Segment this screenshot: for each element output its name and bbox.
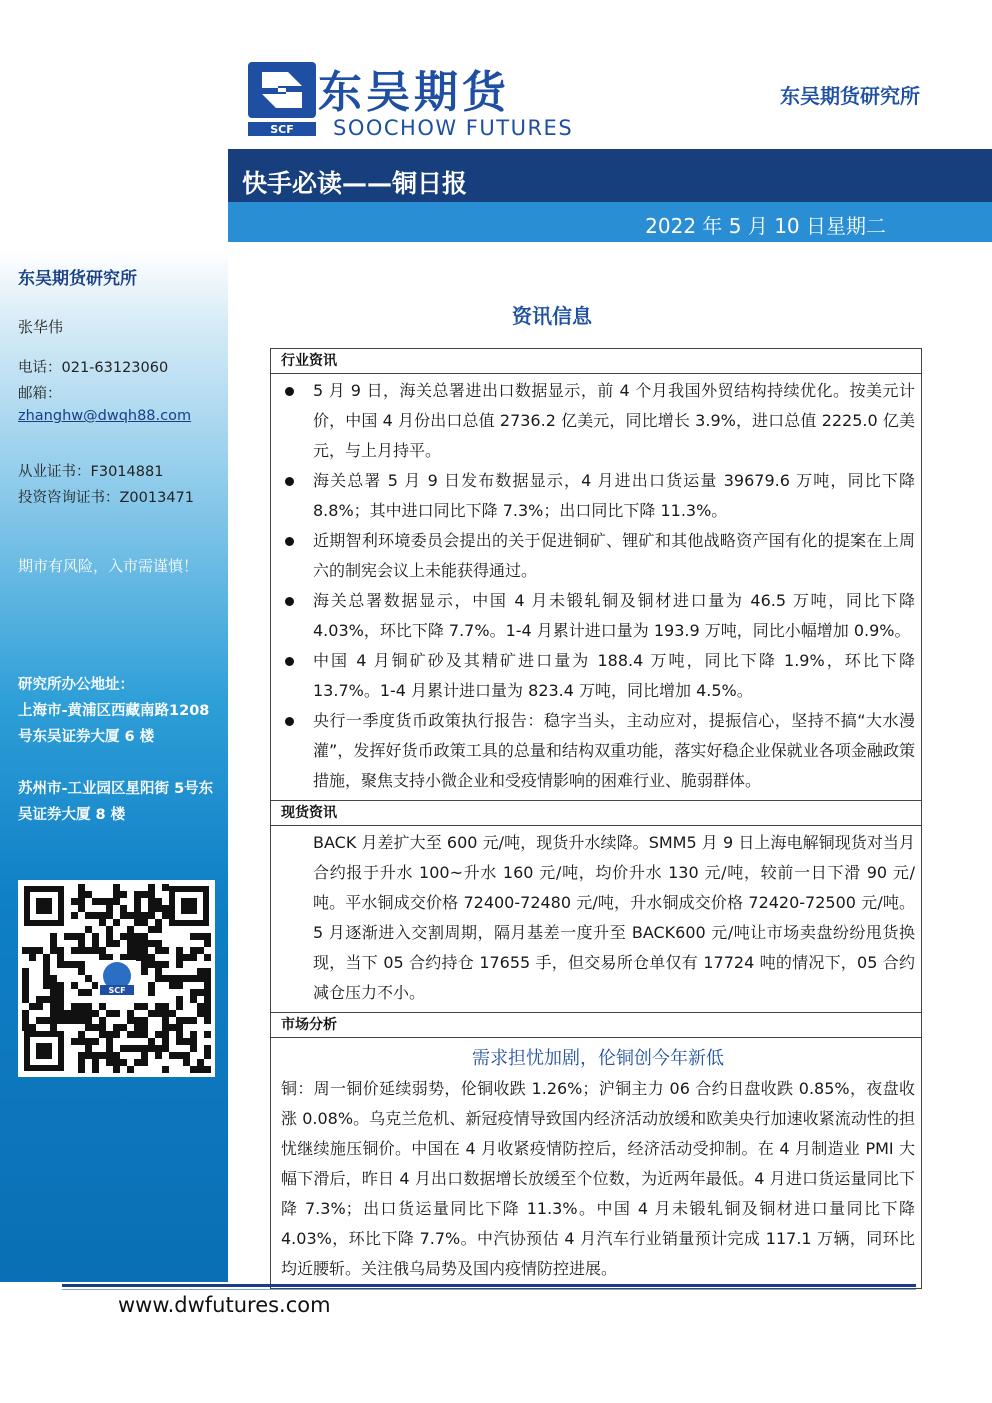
section-title: 资讯信息: [512, 304, 592, 328]
analyst-name: 张华伟: [18, 318, 64, 336]
report-title: 快手必读——铜日报: [242, 169, 468, 198]
header-institute: 东吴期货研究所: [780, 84, 920, 108]
list-item: 海关总署 5 月 9 日发布数据显示，4 月进出口货运量 39679.6 万吨，同比下降 8.8%；其中进口同比下降 7.3%；出口同比下降 11.3%。: [281, 466, 915, 526]
list-item: 海关总署数据显示，中国 4 月未锻轧铜及铜材进口量为 46.5 万吨，同比下降 4.03%，环比下降 7.7%。1-4 月累计进口量为 193.9 万吨，同比小幅增加 0.9%。: [281, 586, 915, 646]
footer-rule-thin: [62, 1289, 916, 1290]
email-link[interactable]: zhanghw@dwqh88.com: [18, 408, 192, 424]
address-title: 研究所办公地址：: [18, 677, 134, 693]
spot-news-text: BACK 月差扩大至 600 元/吨，现货升水续降。SMM5 月 9 日上海电解铜现货对当月合约报于升水 100~升水 160 元/吨，均价升水 130 元/吨，较前一日下滑 90 元/吨。平水铜成交价格 72400-72480 元/吨，升水铜成交价格 72420-72500 元/吨。5 月逐渐进入交割周期，隔月基差一度升至 BACK600 元/吨让市场卖盘纷纷甩货换现，当下 05 合约持仓 17655 手，但交易所仓单仅有 17724 吨的情况下，05 合约减仓压力不小。: [313, 833, 915, 1002]
list-item: 央行一季度货币政策执行报告：稳字当头，主动应对，提振信心，坚持不搞“大水漫灌”，发挥好货币政策工具的总量和结构双重功能，落实好稳企业保就业各项金融政策措施，聚焦支持小微企业和受疫情影响的困难行业、脆弱群体。: [281, 706, 915, 796]
list-item: 中国 4 月铜矿砂及其精矿进口量为 188.4 万吨，同比下降 1.9%，环比下降 13.7%。1-4 月累计进口量为 823.4 万吨，同比增加 4.5%。: [281, 646, 915, 706]
industry-news-block: [271, 374, 921, 801]
cert-qualification: 从业证书：F3014881: [18, 464, 164, 480]
logo-english: SOOCHOW FUTURES: [333, 116, 574, 140]
market-analysis-block: [271, 1038, 921, 1288]
market-analysis-text: 铜：周一铜价延续弱势，伦铜收跌 1.26%；沪铜主力 06 合约日盘收跌 0.85%，夜盘收涨 0.08%。乌克兰危机、新冠疫情导致国内经济活动放缓和欧美央行加速收紧流动性的担忧继续施压铜价。中国在 4 月收紧疫情防控后，经济活动受抑制。在 4 月制造业 PMI 大幅下滑后，昨日 4 月出口数据增长放缓至个位数，为近两年最低。4 月进口货运量同比下降 7.3%；出口货运量同比下降 11.3%。中国 4 月未锻轧铜及铜材进口量同比下降 4.03%，环比下降 7.7%。中汽协预估 4 月汽车行业销量预计完成 117.1 万辆，同环比均近腰斩。关注俄乌局势及国内疫情防控进展。: [281, 1079, 915, 1278]
spot-news-block: [271, 826, 921, 1013]
list-item: 近期智利环境委员会提出的关于促进铜矿、锂矿和其他战略资产国有化的提案在上周六的制宪会议上未能获得通过。: [281, 526, 915, 586]
sidebar: [0, 0, 228, 1282]
news-table: [270, 348, 922, 1289]
footer-url-link[interactable]: www.dwfutures.com: [118, 1293, 331, 1317]
cert-advisory: 投资咨询证书：Z0013471: [18, 490, 195, 506]
logo-mark-text: SCF: [270, 123, 294, 136]
industry-news-list: [281, 376, 915, 796]
report-date: 2022 年 5 月 10 日星期二: [645, 214, 886, 238]
qr-code-image: [18, 880, 215, 1077]
list-item: 5 月 9 日，海关总署进出口数据显示，前 4 个月我国外贸结构持续优化。按美元计价，中国 4 月份出口总值 2736.2 亿美元，同比增长 3.9%，进口总值 2225.0 亿美元，与上月持平。: [281, 376, 915, 466]
email-label: 邮箱：: [18, 386, 62, 402]
address-suzhou: 苏州市-工业园区星阳街 5号东吴证券大厦 8 楼: [18, 781, 214, 823]
market-analysis-subtitle: 需求担忧加剧，伦铜创今年新低: [472, 1048, 724, 1069]
industry-news-heading: 行业资讯: [271, 349, 921, 374]
footer-rule: [62, 1284, 916, 1287]
logo-mark: [248, 62, 316, 140]
risk-warning: 期市有风险，入市需谨慎！: [18, 557, 199, 575]
sidebar-institute: 东吴期货研究所: [18, 269, 137, 289]
address-shanghai: 上海市-黄浦区西藏南路1208 号东吴证券大厦 6 楼: [18, 703, 210, 745]
phone-text: 电话：021-63123060: [18, 360, 169, 376]
qr-logo-text: SCF: [108, 986, 126, 995]
logo-chinese: 东吴期货: [318, 67, 510, 118]
market-analysis-heading: 市场分析: [271, 1013, 921, 1038]
spot-news-heading: 现货资讯: [271, 801, 921, 826]
